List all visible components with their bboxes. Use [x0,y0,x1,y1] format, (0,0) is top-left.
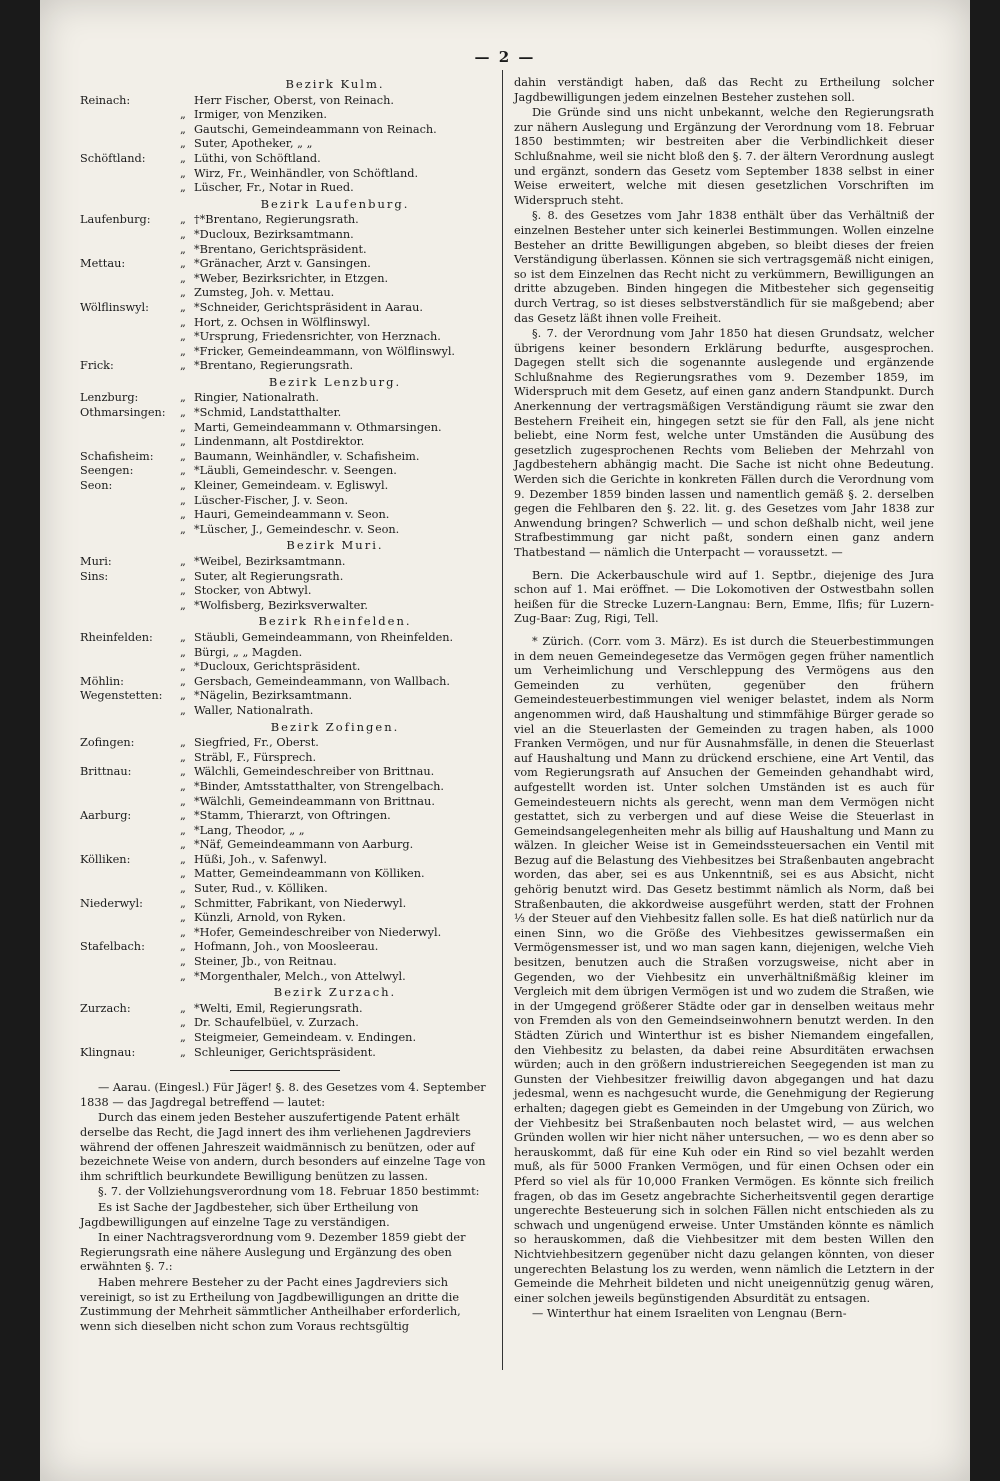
member-place [80,167,180,182]
member-place: Aarburg: [80,809,132,823]
member-mark: „ [180,257,186,271]
member-mark: „ [180,925,186,939]
paragraph-gap [514,561,934,569]
member-name: †*Brentano, Regierungsrath. [194,213,359,227]
member-mark: „ [180,271,186,285]
member-place [80,1016,180,1031]
member-place: Brittnau: [80,765,132,779]
district-list [80,77,490,1060]
left-article [80,1081,490,1334]
member-mark: „ [180,108,186,122]
member-row [80,228,490,243]
member-name: *Ducloux, Bezirksamtmann. [194,227,354,241]
member-row [80,765,490,780]
article-paragraph: §. 7. der Verordnung vom Jahr 1850 hat diesen Grundsatz, welcher übrigens keiner besondern Erklärung bedurfte, ausgesprochen. Dagegen stellt sich die sogenannte auslegende und ergänzende Schlußnahme des Regierungsrathes vom 9. Dezember 1859, im Widerspruch mit dem Gesetz, auf einen ganz andern Standpunkt. Durch Anerkennung der vertragsmäßigen Verständigung räumt sie zwar den Bestehern Freiheit ein, hingegen setzt sie für den Fall, als jene nicht beliebt, eine Norm fest, welche unter Umständen die Ausübung des gesetzlich zugesprochenen Rechts vom Belieben der Mehrzahl von Jagdbestehern abhängig macht. Die Sache ist nicht ohne Bedeutung. Werden sich die Gerichte in konkreten Fällen durch die Verordnung vom 9. Dezember 1859 binden lassen und namentlich gemäß §. 2. derselben gegen die Fehlbaren den §. 22. lit. g. des Gesetzes vom Jahr 1838 zur Anwendung bringen? Schwerlich — und schon deßhalb nicht, weil jene Strafbestimmung gar nicht paßt, sondern einen ganz andern Thatbestand — nämlich die Unterpacht — voraussetzt. — [514,327,934,559]
article-paragraph: — Aarau. (Eingesl.) Für Jäger! §. 8. des Gesetzes vom 4. September 1838 — das Jagdregal betreffend — lautet: [80,1081,486,1109]
member-mark: „ [180,406,186,420]
member-mark: „ [180,213,186,227]
member-place: Niederwyl: [80,896,143,910]
member-mark: „ [180,896,186,910]
member-place: Seon: [80,479,113,493]
member-row [80,137,490,152]
member-row [80,599,490,614]
member-row [80,631,490,646]
member-name: *Gränacher, Arzt v. Gansingen. [194,257,371,271]
member-row [80,167,490,182]
member-place [80,137,180,152]
member-row [80,450,490,465]
member-mark: „ [180,809,186,823]
member-place [80,704,180,719]
paragraph-gap [514,627,934,635]
member-place: Zofingen: [80,736,135,750]
member-place: Zurzach: [80,1001,131,1015]
member-place [80,911,180,926]
member-place [80,926,180,941]
member-mark: „ [180,420,186,434]
member-name: Schmitter, Fabrikant, von Niederwyl. [194,896,407,910]
member-name: Bürgi, „ „ Magden. [194,645,303,659]
member-name: Lüscher, Fr., Notar in Rued. [194,181,354,195]
member-place: Rheinfelden: [80,630,153,644]
member-name: *Läubli, Gemeindeschr. v. Seengen. [194,464,397,478]
member-place [80,435,180,450]
member-name: Gersbach, Gemeindeammann, von Wallbach. [194,674,450,688]
district-title: Bezirk Muri. [286,538,384,553]
member-row [80,345,490,360]
member-place: Muri: [80,555,112,568]
member-place: Laufenburg: [80,213,151,227]
member-name: *Schmid, Landstatthalter. [194,406,342,420]
member-mark: „ [180,493,186,507]
member-place: Mettau: [80,257,126,271]
member-place [80,330,180,345]
member-place [80,646,180,661]
article-paragraph: Durch das einem jeden Besteher auszufertigende Patent erhält derselbe das Recht, die Jagd innert des ihm verliehenen Jagdreviers während der offenen Jahreszeit waidmännisch zu benützen, oder auf bezeichnete Weise von andern, durch besonders auf einzelne Tage von ihm schriftlich beurkundete Bewilligung benützen zu lassen. [80,1111,486,1183]
member-place [80,243,180,258]
district-title: Bezirk Zurzach. [273,985,397,1000]
member-name: Dr. Schaufelbüel, v. Zurzach. [194,1016,359,1030]
member-name: Schleuniger, Gerichtspräsident. [194,1045,376,1059]
member-row [80,181,490,196]
member-row [80,464,490,479]
column-divider [502,70,503,1370]
member-place: Schafisheim: [80,449,154,463]
member-name: *Lüscher, J., Gemeindeschr. v. Seon. [194,522,400,536]
article-paragraph: — Winterthur hat einem Israeliten von Lengnau (Bern- [532,1307,847,1321]
member-name: Zumsteg, Joh. v. Mettau. [194,286,335,300]
left-column [80,76,490,1334]
member-name: Hofmann, Joh., von Moosleerau. [194,940,379,954]
article-paragraph: Die Gründe sind uns nicht unbekannt, welche den Regierungsrath zur nähern Auslegung und Ergänzung der Verordnung vom 18. Februar 1850 bestimmten; wir bestreiten aber die Verbindlichkeit dieser Schlußnahme, weil sie nicht bloß den §. 7. der ältern Verordnung auslegt und ergänzt, sondern das Gesetz vom September 1838 selbst in einer Weise erweitert, welche mit diesen gesetzlichen Vorschriften im Widerspruch steht. [514,106,934,207]
member-mark: „ [180,1031,186,1044]
member-mark: „ [180,330,186,344]
member-place [80,123,180,138]
member-name: Hort, z. Ochsen in Wölflinswyl. [194,315,371,329]
member-mark: „ [180,449,186,463]
member-mark: „ [180,969,186,983]
member-mark: „ [180,689,186,703]
member-row [80,675,490,690]
member-mark: „ [180,1045,186,1059]
member-mark: „ [180,522,186,536]
member-name: *Welti, Emil, Regierungsrath. [194,1001,363,1015]
member-name: *Fricker, Gemeindeammann, von Wölflinswyl. [194,344,456,358]
member-place [80,181,180,196]
member-row [80,853,490,868]
member-row [80,570,490,585]
member-row [80,243,490,258]
member-place [80,882,180,897]
newspaper-page [40,0,970,1481]
member-row [80,123,490,138]
member-row [80,1016,490,1031]
member-name: Wälchli, Gemeindeschreiber von Brittnau. [194,765,435,779]
member-mark: „ [180,794,186,808]
member-name: Waller, Nationalrath. [194,703,314,717]
member-name: Wirz, Fr., Weinhändler, von Schöftland. [194,166,419,180]
member-mark: „ [180,227,186,241]
member-place [80,508,180,523]
member-mark: „ [180,464,186,478]
member-place [80,108,180,123]
member-row [80,940,490,955]
right-article [514,76,934,1322]
member-name: *Schneider, Gerichtspräsident in Aarau. [194,300,423,314]
member-mark: „ [180,555,186,568]
member-mark: „ [180,645,186,659]
member-place: Klingnau: [80,1045,136,1059]
member-name: *Ducloux, Gerichtspräsident. [194,660,361,674]
member-name: Suter, alt Regierungsrath. [194,569,344,583]
member-name: Marti, Gemeindeammann v. Othmarsingen. [194,420,442,434]
member-place [80,421,180,436]
member-place: Wölflinswyl: [80,300,149,314]
member-place: Lenzburg: [80,391,139,405]
member-row [80,108,490,123]
member-row [80,406,490,421]
member-name: Kleiner, Gemeindeam. v. Egliswyl. [194,479,389,493]
member-name: Steiner, Jb., von Reitnau. [194,955,337,969]
member-name: *Wälchli, Gemeindeammann von Brittnau. [194,794,435,808]
member-place: Wegenstetten: [80,689,163,703]
member-row [80,494,490,509]
member-row [80,660,490,675]
member-mark: „ [180,750,186,764]
member-row [80,257,490,272]
member-name: *Näf, Gemeindeammann von Aarburg. [194,838,414,852]
member-row [80,508,490,523]
member-mark: „ [180,569,186,583]
member-mark: „ [180,955,186,969]
member-mark: „ [180,122,186,136]
member-name: *Brentano, Gerichtspräsident. [194,242,367,256]
member-row [80,751,490,766]
member-mark: „ [180,508,186,522]
article-paragraph: Haben mehrere Besteher zu der Pacht eines Jagdreviers sich vereinigt, so ist zu Ertheilung von Jagdbewilligungen an dritte die Zustimmung der Mehrheit sämmtlicher Antheilhaber erforderlich, wenn sich dieselben nicht schon zum Voraus rechtsgültig [80,1275,461,1333]
member-row [80,316,490,331]
article-paragraph: Es ist Sache der Jagdbesteher, sich über Ertheilung von Jagdbewilligungen auf einzelne Tage zu verständigen. [80,1200,419,1229]
member-mark: „ [180,867,186,881]
member-mark: „ [180,838,186,852]
member-mark: „ [180,940,186,954]
member-row [80,646,490,661]
member-mark: „ [180,435,186,449]
member-name: Steigmeier, Gemeindeam. v. Endingen. [194,1031,417,1044]
member-mark: „ [180,359,186,373]
member-place: Reinach: [80,93,131,107]
member-place [80,867,180,882]
member-name: *Morgenthaler, Melch., von Attelwyl. [194,969,406,983]
member-row [80,435,490,450]
member-name: Stäubli, Gemeindeammann, von Rheinfelden. [194,630,454,644]
member-row [80,479,490,494]
member-name: Stocker, von Abtwyl. [194,584,312,598]
member-name: Siegfried, Fr., Oberst. [194,736,319,750]
member-place [80,955,180,970]
member-name: Künzli, Arnold, von Ryken. [194,911,346,925]
member-mark: „ [180,344,186,358]
member-row [80,882,490,897]
member-mark: „ [180,151,186,165]
member-row [80,780,490,795]
member-place [80,345,180,360]
member-name: *Weibel, Bezirksamtmann. [194,555,346,568]
member-row [80,809,490,824]
member-mark: „ [180,300,186,314]
member-row [80,152,490,167]
member-mark: „ [180,703,186,717]
member-place [80,838,180,853]
member-name: *Brentano, Regierungsrath. [194,359,354,373]
member-place [80,584,180,599]
member-row [80,555,490,570]
member-name: *Wolfisberg, Bezirksverwalter. [194,598,369,612]
member-row [80,1031,490,1046]
member-mark: „ [180,823,186,837]
member-row [80,359,490,374]
member-row [80,213,490,228]
member-mark: „ [180,479,186,493]
member-name: Irmiger, von Menziken. [194,108,327,122]
member-row [80,824,490,839]
member-mark: „ [180,882,186,896]
member-mark: „ [180,1016,186,1030]
member-place [80,599,180,614]
district-title: Bezirk Lenzburg. [268,374,402,389]
member-name: Matter, Gemeindeammann von Kölliken. [194,867,425,881]
article-paragraph: dahin verständigt haben, daß das Recht zu Ertheilung solcher Jagdbewilligungen jedem einzelnen Besteher zustehen soll. [514,76,934,104]
member-row [80,584,490,599]
member-place: Sins: [80,569,109,583]
member-mark [180,94,194,109]
member-row [80,736,490,751]
right-column [514,76,934,1322]
member-place: Seengen: [80,464,134,478]
member-mark: „ [180,137,186,151]
member-mark: „ [180,765,186,779]
member-name: *Nägelin, Bezirksamtmann. [194,689,353,703]
member-mark: „ [180,598,186,612]
member-name: *Lang, Theodor, „ „ [194,823,305,837]
article-paragraph: §. 7. der Vollziehungsverordnung vom 18. Februar 1850 bestimmt: [98,1185,480,1199]
member-mark: „ [180,242,186,256]
member-place [80,494,180,509]
member-place: Stafelbach: [80,940,145,954]
member-mark: „ [180,630,186,644]
member-mark: „ [180,674,186,688]
member-place: Othmarsingen: [80,406,166,420]
member-name: Lindenmann, alt Postdirektor. [194,435,365,449]
member-place [80,272,180,287]
member-name: Lüthi, von Schöftland. [194,151,321,165]
member-mark: „ [180,736,186,750]
member-place [80,1031,180,1046]
article-paragraph: §. 8. des Gesetzes vom Jahr 1838 enthält über das Verhältniß der einzelnen Besteher unter sich keinerlei Bestimmungen. Wollen einzelne Besteher an dritte Bewilligungen abgeben, so bleibt dieses der freien Verständigung überlassen. Können sie sich vertragsgemäß nicht einigen, so ist dem Einzelnen das Recht nicht zu verkümmern, Bewilligungen an dritte abzugeben. Binden hingegen die Mitbesteher sich gegenseitig durch Vertrag, so ist dieses selbstverständlich für sie maßgebend; aber das Gesetz läßt ihnen volle Freiheit. [514,209,934,325]
member-row [80,301,490,316]
district-title: Bezirk Kulm. [285,77,385,91]
member-name: *Binder, Amtsstatthalter, von Strengelbach. [194,779,445,793]
member-mark: „ [180,1001,186,1015]
member-row [80,1002,490,1017]
member-name: *Ursprung, Friedensrichter, von Herznach. [194,330,441,344]
member-row [80,911,490,926]
member-row [80,421,490,436]
member-row [80,970,490,985]
page-number: — 2 — [474,48,536,66]
member-row [80,897,490,912]
member-row [80,955,490,970]
member-mark: „ [180,181,186,195]
member-row [80,391,490,406]
member-place [80,751,180,766]
member-name: Hüßi, Joh., v. Safenwyl. [194,852,327,866]
member-place [80,316,180,331]
member-place [80,286,180,301]
member-mark: „ [180,852,186,866]
member-place [80,523,180,538]
member-name: Baumann, Weinhändler, v. Schafisheim. [194,449,420,463]
member-name: *Weber, Bezirksrichter, in Etzgen. [194,271,389,285]
member-name: Sträbl, F., Fürsprech. [194,750,317,764]
article-paragraph: Bern. Die Ackerbauschule wird auf 1. Septbr., diejenige des Jura schon auf 1. Mai eröffnet. — Die Lokomotiven der Ostwestbahn sollen heißen für die Strecke Luzern-Langnau: Bern, Emme, Ilfis; für Luzern-Zug-Baar: Zug, Rigi, Tell. [514,568,934,626]
member-row [80,795,490,810]
member-mark: „ [180,584,186,598]
section-rule [230,1070,340,1071]
member-place [80,970,180,985]
member-row [80,689,490,704]
member-mark: „ [180,779,186,793]
member-place [80,228,180,243]
member-place: Möhlin: [80,674,124,688]
member-mark: „ [180,166,186,180]
member-name: *Hofer, Gemeindeschreiber von Niederwyl. [194,925,442,939]
member-row [80,272,490,287]
member-mark: „ [180,391,186,405]
member-place: Frick: [80,359,114,373]
member-name: Suter, Apotheker, „ „ [194,137,313,151]
member-mark: „ [180,660,186,674]
member-place [80,824,180,839]
member-row [80,704,490,719]
member-row [80,926,490,941]
member-mark: „ [180,911,186,925]
member-place: Kölliken: [80,852,131,866]
member-name: Hauri, Gemeindeammann v. Seon. [194,508,390,522]
article-paragraph: In einer Nachtragsverordnung vom 9. Dezember 1859 giebt der Regierungsrath eine nähere Auslegung und Ergänzung des oben erwähnten §. 7.: [80,1231,466,1274]
member-mark: „ [180,286,186,300]
member-row [80,330,490,345]
member-name: *Stamm, Thierarzt, von Oftringen. [194,809,391,823]
district-title: Bezirk Laufenburg. [260,196,410,211]
member-name: Suter, Rud., v. Kölliken. [194,882,328,896]
member-row [80,523,490,538]
member-row [80,286,490,301]
article-paragraph: * Zürich. (Corr. vom 3. März). Es ist durch die Steuerbestimmungen in dem neuen Gemeindegesetze das Vermögen gegen früher namentlich um Verheimlichung und Verschleppung des Vermögens aus den Gemeinden zu verhüten, gegenüber den frühern Gemeindesteuerbestimmungen viel weniger belastet, indem als Norm angenommen wird, daß Haushaltung und stimmfähige Bürger gerade so viel an die Steuerlasten der Gemeinden zu tragen haben, als 1000 Franken Vermögen, und nur für Ausnahmsfälle, in denen die Steuerlast auf Haushaltung und Mann zu drückend erschiene, eine Art Ventil, das vom Regierungsrath auf Ansuchen der Gemeinden gehandhabt wird, aufgestellt worden ist. Unter solchen Umständen ist es auch für Gemeindesteuern nichts als gerecht, wenn man dem Vermögen nicht gestattet, sich zu verbergen und auf diese Weise die Steuerlast in Gemeindsangelegenheiten mehr als billig auf Haushaltung und Mann zu wälzen. In gleicher Weise ist in Gemeindssteuersachen ein Ventil mit Bezug auf die Belastung des Viehbesitzes bei Straßenbauten angebracht worden, das aber, sei es aus Unkenntniß, sei es aus Absicht, nicht gehörig benutzt wird. Das Gesetz bestimmt nämlich als Norm, daß bei Straßenbauten, die akkordweise ausgeführt werden, statt der Frohnen ⅓ der Steuer auf den Viehbesitz fallen solle. Es hat dieß natürlich nur da einen Sinn, wo die Größe des Viehbesitzes gewissermaßen ein Vermögensmesser ist, und wo man sagen kann, diejenigen, welche Vieh besitzen, benutzen auch die Straßen vorzugsweise, nicht aber in Gegenden, wo der Viehbesitz ein unverhältnißmäßig kleiner im Vergleich mit dem übrigen Vermögen ist und wo zudem die Straßen, wie in der Umgegend größerer Städte oder gar in denselben weitaus mehr von Fremden als von den Gemeindseinwohnern benutzt werden. In den Städten Zürich und Winterthur ist es bisher Niemandem eingefallen, den Viehbesitz zu belasten, da dabei reine Absurditäten erwachsen würden; auch in den größern industriereichen Seegegenden ist man zu Gunsten der Viehbesitzer freiwillig davon abgegangen und hat dazu jedesmal, wenn es nachgesucht wurde, die Genehmigung der Regierung erhalten; dagegen giebt es Gemeinden in der Umgebung von Zürich, wo der Viehbesitz bei Straßenbauten noch belastet wird, — aus welchen Gründen wollen wir hier nicht näher untersuchen, — wo es denn aber so herauskommt, daß für eine Kuh oder ein Rind so viel bezahlt werden muß, als für 5000 Franken Vermögen, und für einen Ochsen oder ein Pferd so viel als für 10,000 Franken Vermögen. Es könnte sich freilich fragen, ob das im Gesetz angebrachte Sicherheitsventil gegen derartige ungerechte Besteuerung sich in solchen Fällen nicht entschieden als zu schwach und ungenügend erweise. Unter Umständen könnte es nämlich so herauskommen, daß die Viehbesitzer mit dem besten Willen den Nichtviehbesitzern gegenüber nicht dazu gelangen könnten, von dieser ungerechten Belastung los zu werden, wenn nämlich die Letztern in der Gemeinde die Mehrheit bildeten und nicht uneigennützig genug wären, einer solchen jeweils begünstigenden Absurdität zu entsagen. [514,634,934,1305]
member-name: Herr Fischer, Oberst, von Reinach. [194,93,394,107]
member-row [80,838,490,853]
member-name: Ringier, Nationalrath. [194,391,320,405]
member-place: Schöftland: [80,151,146,165]
member-place [80,780,180,795]
member-row [80,94,490,109]
member-row [80,1046,490,1061]
member-place [80,795,180,810]
member-mark: „ [180,315,186,329]
district-title: Bezirk Rheinfelden. [258,614,412,629]
district-title: Bezirk Zofingen. [270,719,400,734]
member-row [80,867,490,882]
member-name: Lüscher-Fischer, J. v. Seon. [194,493,349,507]
member-place [80,660,180,675]
member-name: Gautschi, Gemeindeammann von Reinach. [194,122,437,136]
